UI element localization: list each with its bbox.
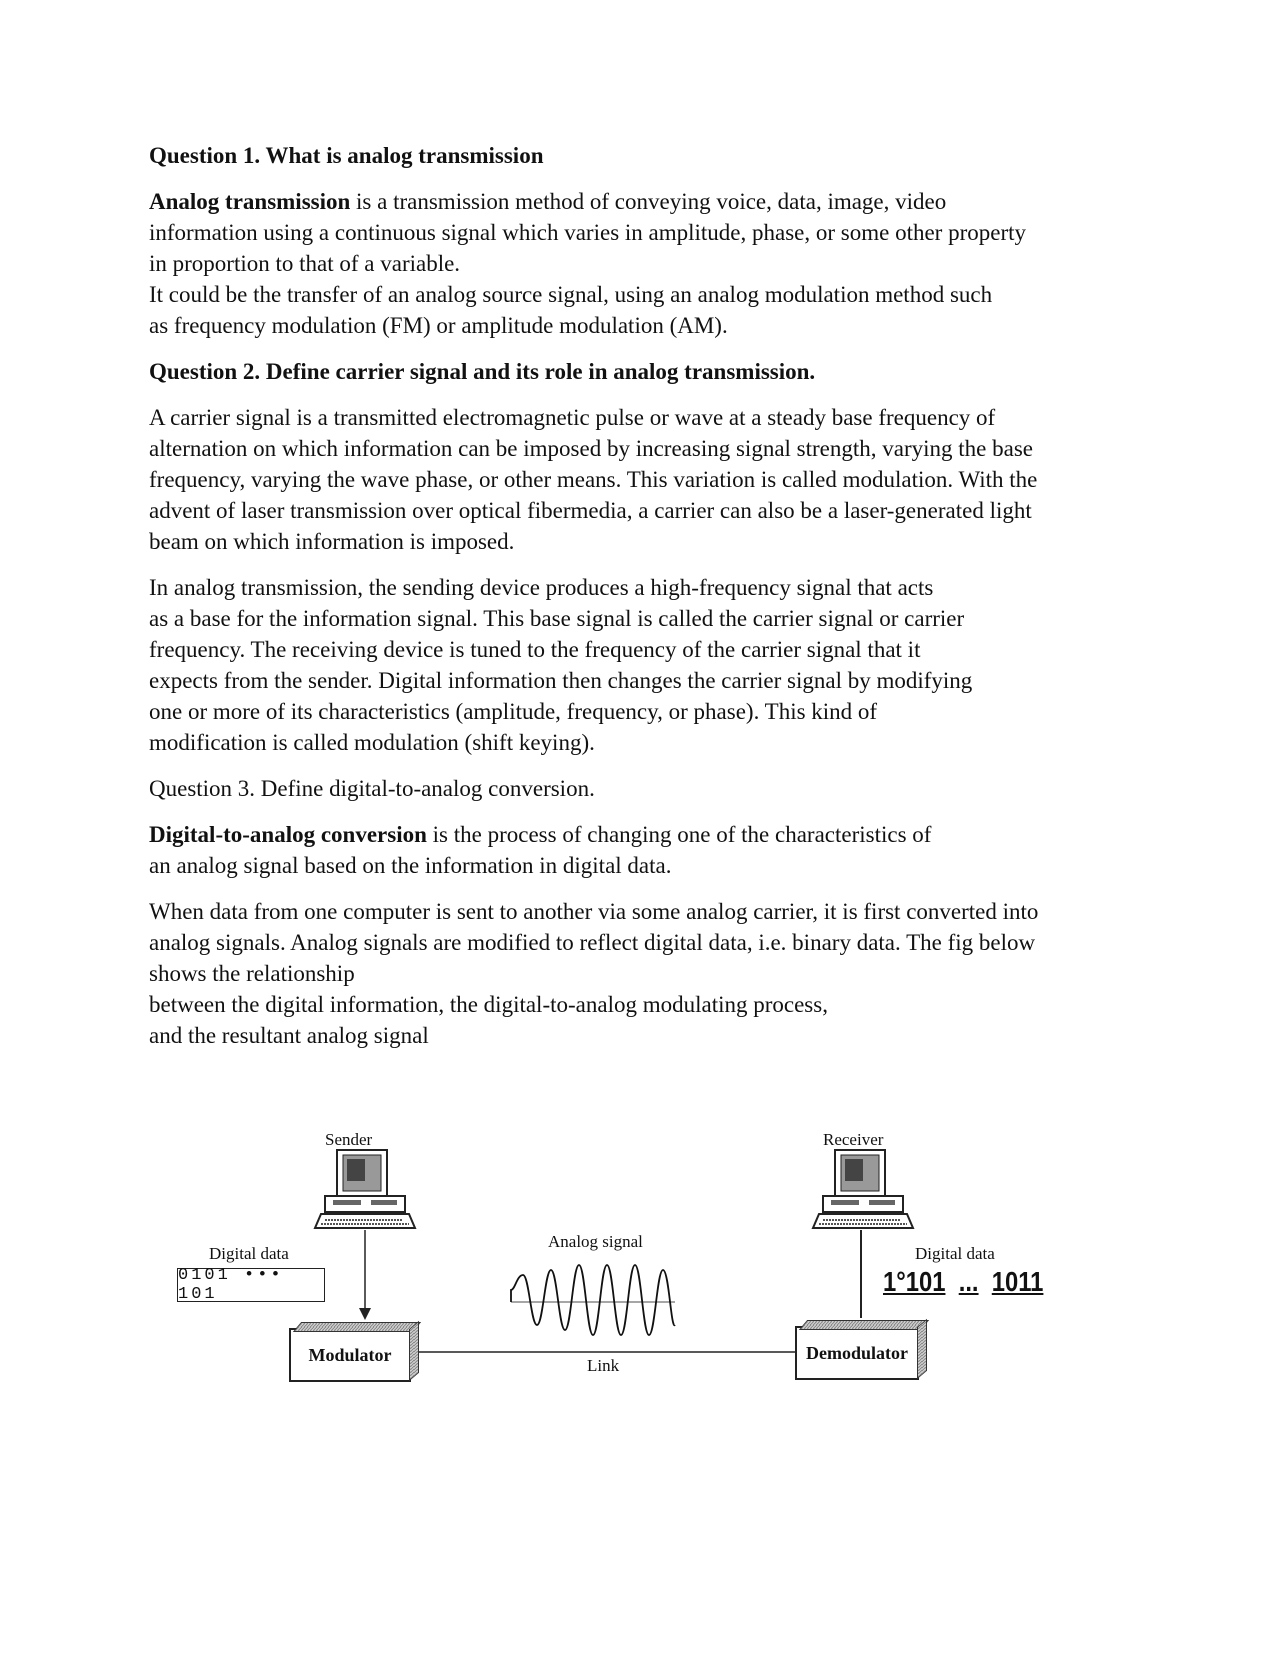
text-line: A carrier signal is a transmitted electromagnetic pulse or wave at a steady base frequency of: [149, 405, 996, 430]
q2-paragraph-2: [149, 572, 1149, 758]
question-1-heading: Question 1. What is analog transmission: [149, 143, 544, 168]
question-2-heading: Question 2. Define carrier signal and its role in analog transmission.: [149, 359, 816, 384]
demodulator-box: [795, 1326, 919, 1380]
text-line: an analog signal based on the information in digital data.: [149, 853, 672, 878]
digital-data-box-left: 0101 ••• 101: [177, 1268, 325, 1302]
text-line: as frequency modulation (FM) or amplitude modulation (AM).: [149, 313, 728, 338]
q1-paragraph-1: [149, 186, 1149, 341]
analog-signal-wave: [511, 1265, 675, 1335]
digital-data-label-left: Digital data: [209, 1244, 289, 1263]
text-line: It could be the transfer of an analog source signal, using an analog modulation method such: [149, 282, 993, 307]
digital-data-right: [883, 1266, 1043, 1298]
sender-computer-icon: [315, 1150, 415, 1228]
text-line: between the digital information, the digital-to-analog modulating process,: [149, 992, 828, 1017]
text-line: as a base for the information signal. This base signal is called the carrier signal or carrier: [149, 606, 965, 631]
q3-paragraph-1: [149, 819, 1149, 881]
text-line: information using a continuous signal which varies in amplitude, phase, or some other property: [149, 220, 1027, 245]
text-line: and the resultant analog signal: [149, 1023, 429, 1048]
sender-label: Sender: [325, 1130, 373, 1149]
demodulator-label: Demodulator: [806, 1342, 908, 1363]
digital-data-right-part-c: 1011: [991, 1266, 1044, 1297]
modulator-label: Modulator: [308, 1344, 392, 1365]
text-line: In analog transmission, the sending device produces a high-frequency signal that acts: [149, 575, 934, 600]
document-body: [149, 140, 1149, 1066]
digital-data-right-part-a: 1°101: [883, 1266, 946, 1297]
link-label: Link: [587, 1356, 620, 1375]
text-line: one or more of its characteristics (amplitude, frequency, or phase). This kind of: [149, 699, 878, 724]
text-line: frequency. The receiving device is tuned to the frequency of the carrier signal that it: [149, 637, 921, 662]
digital-data-right-ellipsis: ...: [958, 1266, 979, 1297]
term-digital-to-analog: Digital-to-analog conversion: [149, 822, 427, 847]
text-line: beam on which information is imposed.: [149, 529, 515, 554]
term-analog-transmission: Analog transmission: [149, 189, 351, 214]
receiver-label: Receiver: [823, 1130, 884, 1149]
modulator-box: [289, 1328, 411, 1382]
text-line: shows the relationship: [149, 961, 355, 986]
text-line: in proportion to that of a variable.: [149, 251, 461, 276]
text-line: [149, 186, 1149, 217]
digital-data-label-right-text: Digital data: [915, 1244, 995, 1263]
text-line: analog signals. Analog signals are modified to reflect digital data, i.e. binary data. The fig below: [149, 930, 1036, 955]
text-line: When data from one computer is sent to another via some analog carrier, it is first converted into: [149, 899, 1039, 924]
text-line: advent of laser transmission over optical fibermedia, a carrier can also be a laser-generated light: [149, 498, 1032, 523]
text-line: [149, 819, 1149, 850]
text-line: expects from the sender. Digital information then changes the carrier signal by modifying: [149, 668, 973, 693]
question-3-heading: Question 3. Define digital-to-analog conversion.: [149, 776, 595, 801]
q3-paragraph-2: [149, 896, 1149, 1051]
receiver-computer-icon: [813, 1150, 913, 1228]
analog-signal-label: Analog signal: [548, 1232, 643, 1251]
modulation-diagram: [175, 1120, 1105, 1420]
text-line: frequency, varying the wave phase, or other means. This variation is called modulation. With the: [149, 467, 1038, 492]
digital-data-label-right: [915, 1244, 995, 1264]
arrow-head-icon: [359, 1308, 371, 1320]
text-fragment: is a transmission method of conveying voice, data, image, video: [350, 189, 947, 214]
text-fragment: is the process of changing one of the characteristics of: [426, 822, 932, 847]
q2-paragraph-1: [149, 402, 1149, 557]
text-line: alternation on which information can be imposed by increasing signal strength, varying the base: [149, 436, 1033, 461]
text-line: modification is called modulation (shift keying).: [149, 730, 595, 755]
